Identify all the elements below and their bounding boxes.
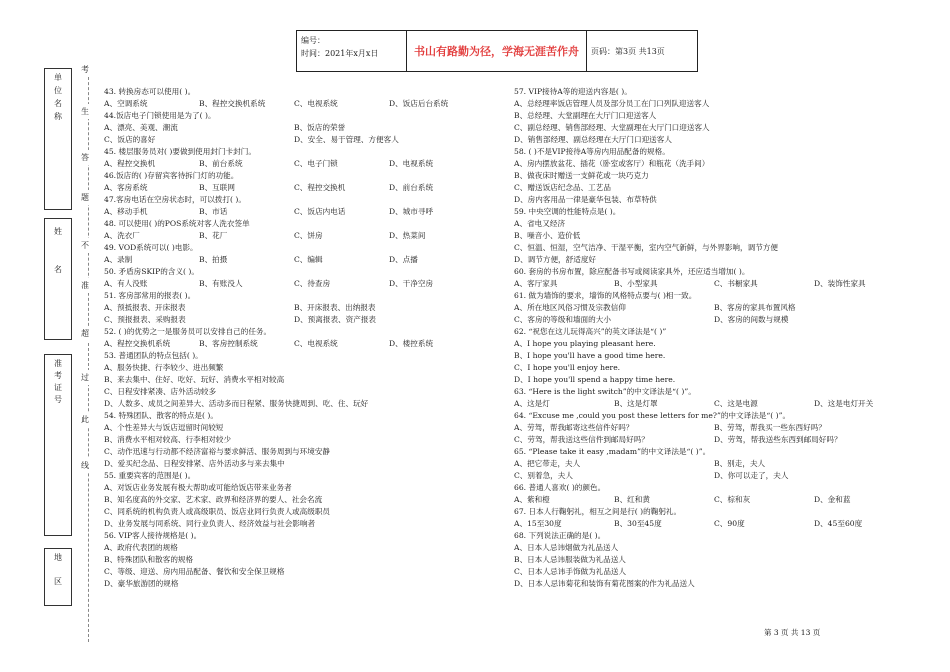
answer-option: B、开床报表、出纳报表 [294,303,376,312]
question-text: 50. 矛盾房SKIP的含义( )。 [104,267,199,276]
answer-option: D、预离报表、资产报表 [294,315,377,324]
header-page-info: 页码：第3页 共13页 [591,46,665,56]
answer-option: B、红和黄 [614,495,650,504]
answer-option: B、总经理、大堂副理在大厅门口迎送客人 [514,111,657,120]
answer-option: B、饭店的荣誉 [294,123,346,132]
answer-option: D、金和蓝 [814,495,851,504]
answer-option: A、所在地区风俗习惯及宗教信仰 [514,303,626,312]
answer-option: C、90度 [714,519,745,528]
answer-option: B、程控交换机系统 [199,99,266,108]
question-text: 58. ( )不是VIP接待A等房内用品配备的规格。 [514,147,670,156]
answer-option: A、个性差异大与饭店逗留时间较短 [104,423,224,432]
question-text: 51. 客房部常用的报表( )。 [104,291,196,300]
answer-option: A、服务快捷、行李较少、进出频繁 [104,363,224,372]
answer-option: A、预抵报表、开床报表 [104,303,186,312]
question-text: 56. VIP客人接待规格是( )。 [104,531,202,540]
answer-option: C、I hope you'll enjoy here. [514,363,621,372]
question-text: 67. 日本人行鞠躬礼，相互之间是行( )的鞠躬礼。 [514,507,682,516]
answer-option: C、日本人忌讳手饰做为礼品送人 [514,567,627,576]
answer-option: B、日本人忌讳服装做为礼品送人 [514,555,626,564]
question-text: 47.客房电话在空房状态时，可以拨打( )。 [104,195,246,204]
answer-option: C、棕和灰 [714,495,751,504]
cut-line-char: 线 [81,458,89,473]
option-row [514,314,914,326]
question-text: 55. 重要宾客的范围是( )。 [104,471,196,480]
answer-option: D、安全、易于管理、方便客人 [294,135,399,144]
answer-option: D、城市寻呼 [389,207,434,216]
answer-option: C、日程安排紧凑、店外活动较多 [104,387,217,396]
answer-option: D、爱买纪念品、日程安排紧、店外活动多与来去集中 [104,459,285,468]
answer-option: C、劳驾，帮我送这些信件到邮局好吗？ [514,435,649,444]
answer-option: B、这是灯罩 [614,399,658,408]
cut-line-char: 不 [81,238,89,253]
answer-option: A、有人没账 [104,279,148,288]
answer-option: D、装饰性家具 [814,279,866,288]
answer-option: C、同系统的机构负责人或高级职员、饭店业同行负责人或高级职员 [104,507,331,516]
answer-option: C、动作迅速与行动都不经济富裕与要求鲜活、服务周到与环境安静 [104,447,331,456]
answer-option: A、程控交换机 [104,159,156,168]
question-text: 46.饭店的( )存留宾客待拆门灯的功能。 [104,171,239,180]
header-number-label: 编号： [301,36,325,45]
option-row [104,98,484,110]
answer-option: D、前台系统 [389,183,434,192]
answer-option: B、来去集中、住好、吃好、玩好、消费水平相对较高 [104,375,285,384]
answer-option: D、电视系统 [389,159,434,168]
answer-option: C、程控交换机 [294,183,346,192]
answer-option: C、电子门锁 [294,159,338,168]
answer-option: D、干净空房 [389,279,434,288]
question-text: 43. 转换房态可以使用( )。 [104,87,196,96]
question-text: 62. “祝您在这儿玩得高兴”的英文译法是“( )” [514,327,667,336]
answer-option: D、人数多、成员之间差异大、活动多而日程紧、服务快捷周到、吃、住、玩好 [104,399,369,408]
question-text: 45. 楼层服务员对( )要做到使用封门卡封门。 [104,147,256,156]
region-box [44,548,72,606]
answer-option: B、特殊团队和散客的规格 [104,555,194,564]
answer-option: B、市话 [199,207,228,216]
answer-option: A、漂亮、美观、潮流 [104,123,178,132]
answer-option: C、书橱家具 [714,279,758,288]
answer-option: A、紫和橙 [514,495,550,504]
option-row [514,398,914,410]
cut-line-char: 过 [81,370,89,385]
answer-option: D、45至60度 [814,519,863,528]
answer-option: D、点播 [389,255,418,264]
answer-option: B、有账没人 [199,279,243,288]
answer-option: A、对饭店业务发展有极大帮助或可能给饭店带来业务者 [104,483,292,492]
question-text: 68. 下列说法正确的是( )。 [514,531,606,540]
cut-line-char: 答 [81,150,89,165]
option-row [104,182,484,194]
option-row [104,122,484,134]
option-row [514,434,914,446]
answer-option: B、别走，夫人 [714,459,766,468]
answer-option: A、省电又经济 [514,219,566,228]
answer-option: B、花厂 [199,231,228,240]
question-text: 53. 普通团队的特点包括( )。 [104,351,203,360]
question-text: 63. “Here is the light switch”的中文译法是“( )”。 [514,387,696,396]
question-text: 64. “Excuse me ,could you post these letters for me?”的中文译法是“( )”。 [514,411,791,420]
answer-option: B、劳驾，帮我买一些东西好吗？ [714,423,826,432]
cut-line-char: 考 [81,62,89,77]
answer-option: A、这是灯 [514,399,550,408]
answer-option: A、洗衣厂 [104,231,140,240]
answer-option: D、客房的间数与规模 [714,315,789,324]
answer-option: D、调节方便，舒适度好 [514,255,597,264]
option-row [514,458,914,470]
answer-option: C、赠送饭店纪念品、工艺品 [514,183,611,192]
question-text: 60. 套房的书房布置，除应配备书写或阅读家具外，还应适当增加( )。 [514,267,750,276]
answer-option: B、前台系统 [199,159,243,168]
question-text: 48. 可以使用( )的POS系统对客人洗衣签单 [104,219,250,228]
answer-option: C、待查房 [294,279,331,288]
cut-line-char: 准 [81,278,89,293]
answer-option: D、房内客用品一律是豪华包装、布草特供 [514,195,657,204]
unit-name-label: 单 位 名 称 [54,73,62,121]
answer-option: B、客房的家具布置风格 [714,303,796,312]
answer-option: C、电视系统 [294,99,338,108]
cert-number-label: 准 考 证 号 [54,359,62,404]
question-text: 57. VIP接待A等的迎送内容是( )。 [514,87,632,96]
answer-option: A、15至30度 [514,519,562,528]
option-row [514,518,914,530]
answer-option: C、等级、迎送、房内用品配备、餐饮和安全保卫规格 [104,567,285,576]
answer-option: B、消费水平相对较高、行李相对较少 [104,435,232,444]
question-text: 44.饭店电子门锁使用是为了( )。 [104,111,216,120]
answer-option: A、政府代表团的规格 [104,543,178,552]
option-row [104,338,484,350]
answer-option: A、I hope you playing pleasant here. [514,339,656,348]
region-label: 地 区 [54,553,62,586]
answer-option: C、编辑 [294,255,323,264]
answer-option: A、房内摆放盆花、插花（卧室或客厅）和瓶花（洗手间） [514,159,710,168]
cut-line-char: 题 [81,190,89,205]
option-row [514,494,914,506]
unit-name-box [44,68,72,210]
option-row [104,158,484,170]
page-footer: 第 3 页 共 13 页 [764,628,821,637]
option-row [104,254,484,266]
answer-option: A、总经理率饭店管理人员及部分员工在门口列队迎送客人 [514,99,710,108]
answer-option: C、电视系统 [294,339,338,348]
option-row [104,134,484,146]
answer-option: B、小型家具 [614,279,658,288]
option-row [104,302,484,314]
answer-option: A、移动手机 [104,207,148,216]
answer-option: A、日本人忌讳烟做为礼品送人 [514,543,619,552]
question-text: 49. VOD系统可以( )电影。 [104,243,198,252]
answer-option: D、业务发展与同系统、同行业负责人、经济效益与社会影响者 [104,519,316,528]
option-row [104,314,484,326]
cut-line-char: 生 [81,104,89,119]
answer-option: B、客房控制系统 [199,339,258,348]
answer-option: D、豪华旅游团的规格 [104,579,179,588]
questions-right-column [514,86,914,590]
cut-line [88,62,89,642]
answer-option: A、录制 [104,255,133,264]
question-text: 66. 普通人喜欢( )的颜色。 [514,483,606,492]
option-row [514,278,914,290]
option-row [514,302,914,314]
answer-option: C、这是电源 [714,399,758,408]
option-row [104,230,484,242]
answer-option: B、噪音小、造价低 [514,231,581,240]
header-time: 时间：2021年x月x日 [301,49,379,58]
answer-option: A、程控交换机系统 [104,339,171,348]
answer-option: A、劳驾，帮我邮寄这些信件好吗？ [514,423,634,432]
answer-option: B、互联网 [199,183,235,192]
header-meta [297,31,407,71]
answer-option: C、别着急，夫人 [514,471,573,480]
answer-option: B、30至45度 [614,519,662,528]
cut-line-char: 超 [81,326,89,341]
answer-option: C、预报报表、采购报表 [104,315,186,324]
answer-option: C、客房的等级和墙面的大小 [514,315,611,324]
answer-option: B、做夜床时赠送一支鲜花或一块巧克力 [514,171,649,180]
answer-option: D、I hope you'll spend a happy time here. [514,375,676,384]
option-row [514,470,914,482]
answer-option: D、这是电灯开关 [814,399,874,408]
answer-option: B、I hope you'll have a good time here. [514,351,666,360]
answer-option: D、热菜间 [389,231,426,240]
student-name-box [44,218,72,340]
question-text: 65. “Please take it easy ,madam”的中文译法是“( )”。 [514,447,711,456]
answer-option: A、空调系统 [104,99,148,108]
option-row [514,422,914,434]
question-text: 61. 做为墙饰的要求，墙饰的风格特点要与( )相一致。 [514,291,697,300]
answer-option: D、日本人忌讳菊花和装饰有菊花图案的作为礼品送人 [514,579,695,588]
answer-option: C、饼房 [294,231,323,240]
answer-option: A、客房系统 [104,183,148,192]
option-row [104,206,484,218]
answer-option: B、拍摄 [199,255,228,264]
answer-option: A、客厅家具 [514,279,558,288]
answer-option: D、销售部经理、副总经理在大厅门口迎送客人 [514,135,672,144]
cert-number-box [44,354,72,536]
answer-option: C、饭店内电话 [294,207,346,216]
answer-option: C、饭店的喜好 [104,135,156,144]
answer-option: A、把它带走，夫人 [514,459,581,468]
question-text: 54. 特殊团队、散客的特点是( )。 [104,411,218,420]
answer-option: D、楼控系统 [389,339,434,348]
question-text: 59. 中央空调的性能特点是( )。 [514,207,621,216]
option-row [104,278,484,290]
header-motto: 书山有路勤为径，学海无涯苦作舟 [407,31,587,71]
cut-line-char: 此 [81,412,89,427]
answer-option: D、劳驾，帮我送些东西到邮局好吗？ [714,435,842,444]
answer-option: D、饭店后台系统 [389,99,449,108]
answer-option: C、副总经理、销售部经理、大堂副理在大厅门口迎送客人 [514,123,710,132]
questions-left-column [104,86,484,590]
answer-option: B、知名度高的外交家、艺术家、政界和经济界的要人、社会名流 [104,495,323,504]
answer-option: C、恒温、恒湿，空气洁净、干湿平衡，室内空气新鲜，与外界影响，调节方便 [514,243,778,252]
answer-option: D、你可以走了，夫人 [714,471,789,480]
student-name-label: 姓 名 [54,227,62,274]
question-text: 52. ( )的优势之一是服务员可以安排自己的任务。 [104,327,272,336]
page-header [296,30,698,72]
